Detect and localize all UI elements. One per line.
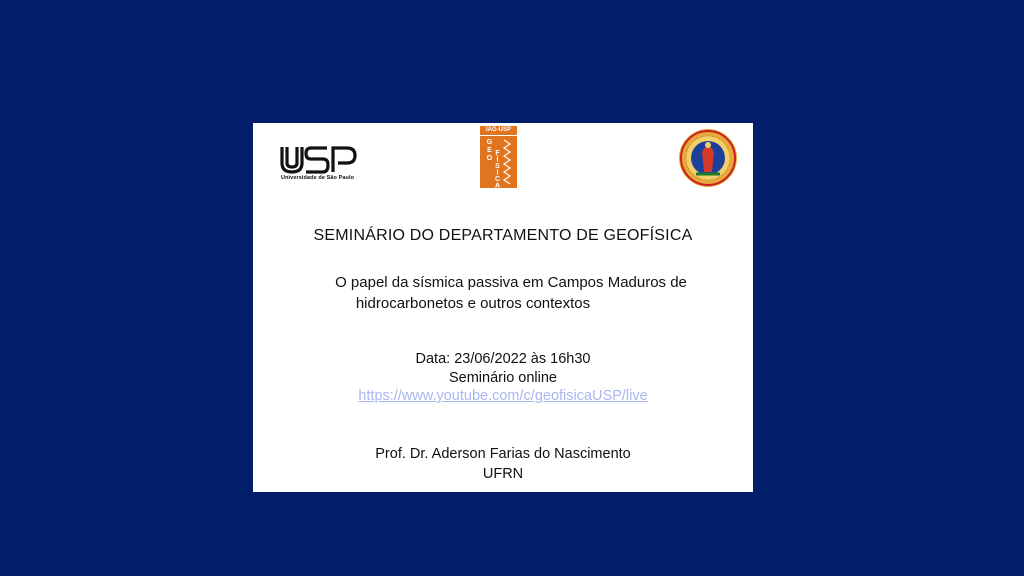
seminar-title: SEMINÁRIO DO DEPARTAMENTO DE GEOFÍSICA: [313, 227, 693, 244]
seminar-mode: Seminário online: [448, 370, 557, 386]
fisica-letters: FÍSICA: [494, 150, 501, 189]
usp-caption: Universidade de São Paulo: [281, 175, 355, 181]
iag-label: IAG-USP: [480, 126, 517, 135]
geofisica-block: [480, 136, 517, 188]
talk-title-line2: hidrocarbonetos e outros contextos: [355, 295, 591, 312]
seminar-date: Data: 23/06/2022 às 16h30: [415, 351, 591, 367]
talk-title-line1: O papel da sísmica passiva em Campos Maduros de: [335, 274, 687, 291]
speaker-name: Prof. Dr. Aderson Farias do Nascimento: [375, 446, 631, 462]
youtube-link[interactable]: https://www.youtube.com/c/geofisicaUSP/live: [358, 388, 648, 404]
geo-letters: GEO: [486, 139, 493, 163]
iag-geofisica-logo: [480, 126, 517, 188]
ufrn-seal-logo: [678, 128, 738, 188]
seminar-slide: [253, 123, 753, 492]
speaker-institution: UFRN: [482, 466, 524, 482]
usp-logo: [279, 145, 361, 185]
